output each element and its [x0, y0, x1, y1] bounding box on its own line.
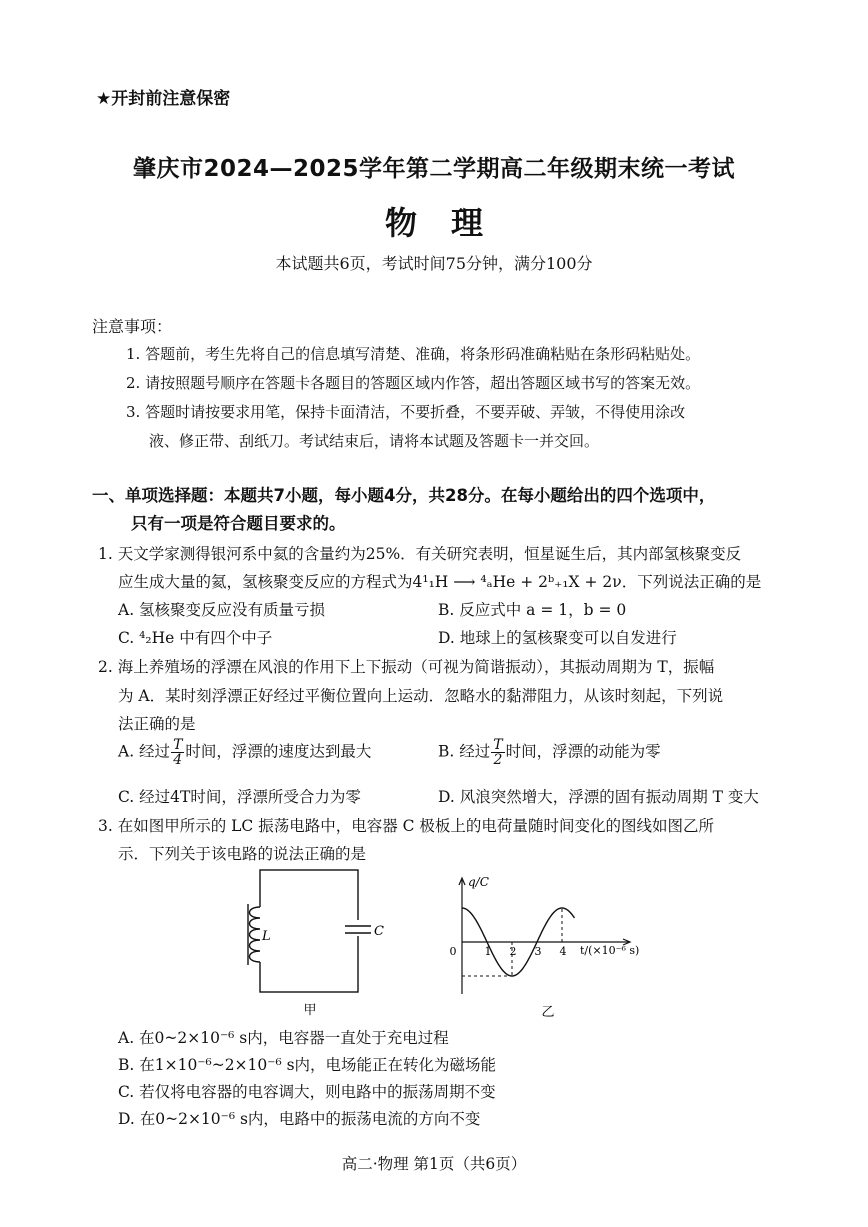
note-item: 2. 请按照题号顺序在答题卡各题目的答题区域内作答，超出答题区域书写的答案无效。: [126, 374, 701, 392]
q2-stem: 2. 海上养殖场的浮漂在风浪的作用下上下振动（可视为简谐振动），其振动周期为 T，振幅: [98, 658, 715, 676]
subject-title: 物理: [384, 204, 517, 242]
figure-b-caption: 乙: [541, 1005, 555, 1020]
q2-option-d: D. 风浪突然增大，浮漂的固有振动周期 T 变大: [438, 788, 759, 806]
x-tick-label: 1: [484, 945, 492, 958]
q3-stem: 3. 在如图甲所示的 LC 振荡电路中，电容器 C 极板上的电荷量随时间变化的图线如图乙所: [98, 817, 714, 835]
chart-ylabel: q/C: [468, 875, 489, 889]
note-item: 液、修正带、刮纸刀。考试结束后，请将本试题及答题卡一并交回。: [149, 432, 600, 450]
x-tick-label: 4: [559, 945, 567, 958]
q1-option-d: D. 地球上的氢核聚变可以自发进行: [438, 629, 677, 647]
q2-option-b: B. 经过 $\frac{T}{2}$ 时间，浮漂的动能为零: [438, 737, 661, 768]
inductor-label: L: [262, 929, 271, 944]
chart-xlabel: t/(×10⁻⁶ s): [580, 944, 640, 957]
section-heading-cont: 只有一项是符合题目要求的。: [131, 514, 346, 533]
q2-stem-cont2: 法正确的是: [118, 715, 196, 733]
q1-stem: 1. 天文学家测得银河系中氦的含量约为25%．有关研究表明，恒星诞生后，其内部氢核聚变反: [98, 545, 742, 563]
section-heading: 一、单项选择题：本题共7小题，每小题4分，共28分。在每小题给出的四个选项中，: [92, 486, 716, 505]
q3-stem-cont: 示．下列关于该电路的说法正确的是: [118, 845, 367, 863]
q2-stem-cont: 为 A．某时刻浮漂正好经过平衡位置向上运动．忽略水的黏滞阻力，从该时刻起，下列说: [118, 687, 724, 705]
notes-heading: 注意事项：: [92, 317, 173, 336]
q1-option-a: A. 氢核聚变反应没有质量亏损: [118, 601, 326, 619]
q2-option-c: C. 经过4T时间，浮漂所受合力为零: [118, 788, 361, 806]
confidential-label: ★开封前注意保密: [96, 89, 231, 109]
exam-title: 肇庆市2024—2025学年第二学期高二年级期末统一考试: [132, 156, 736, 182]
x-tick-label: 0: [449, 945, 457, 958]
note-item: 3. 答题时请按要求用笔，保持卡面清洁，不要折叠，不要弄破、弄皱，不得使用涂改: [126, 403, 686, 421]
circuit-wire: [260, 870, 358, 992]
q1-option-b: B. 反应式中 a = 1，b = 0: [438, 601, 627, 619]
exam-meta: 本试题共6页，考试时间75分钟，满分100分: [275, 254, 593, 273]
q3-option-d: D. 在0~2×10⁻⁶ s内，电路中的振荡电流的方向不变: [118, 1110, 481, 1128]
q3-option-c: C. 若仅将电容器的电容调大，则电路中的振荡周期不变: [118, 1083, 496, 1101]
lc-circuit-figure: [238, 862, 398, 1022]
page-footer: 高二·物理 第1页（共6页）: [341, 1155, 527, 1173]
x-tick-label: 3: [534, 945, 542, 958]
x-tick-label: 2: [509, 945, 517, 958]
q1-stem-cont: 应生成大量的氦，氢核聚变反应的方程式为4¹₁H ⟶ ⁴ₐHe + 2ᵇ₊₁X + 2ν．下列说法正确的是: [118, 573, 762, 591]
q1-option-c: C. ⁴₂He 中有四个中子: [118, 629, 273, 647]
note-item: 1. 答题前，考生先将自己的信息填写清楚、准确，将条形码准确粘贴在条形码粘贴处。: [126, 345, 701, 363]
q3-option-b: B. 在1×10⁻⁶~2×10⁻⁶ s内，电场能正在转化为磁场能: [118, 1056, 497, 1074]
capacitor-label: C: [374, 924, 384, 939]
q2-option-a: A. 经过 $\frac{T}{4}$ 时间，浮漂的速度达到最大: [118, 737, 372, 768]
q-t-chart: [440, 866, 655, 1026]
figure-a-caption: 甲: [303, 1003, 317, 1018]
q3-option-a: A. 在0~2×10⁻⁶ s内，电容器一直处于充电过程: [118, 1029, 449, 1047]
